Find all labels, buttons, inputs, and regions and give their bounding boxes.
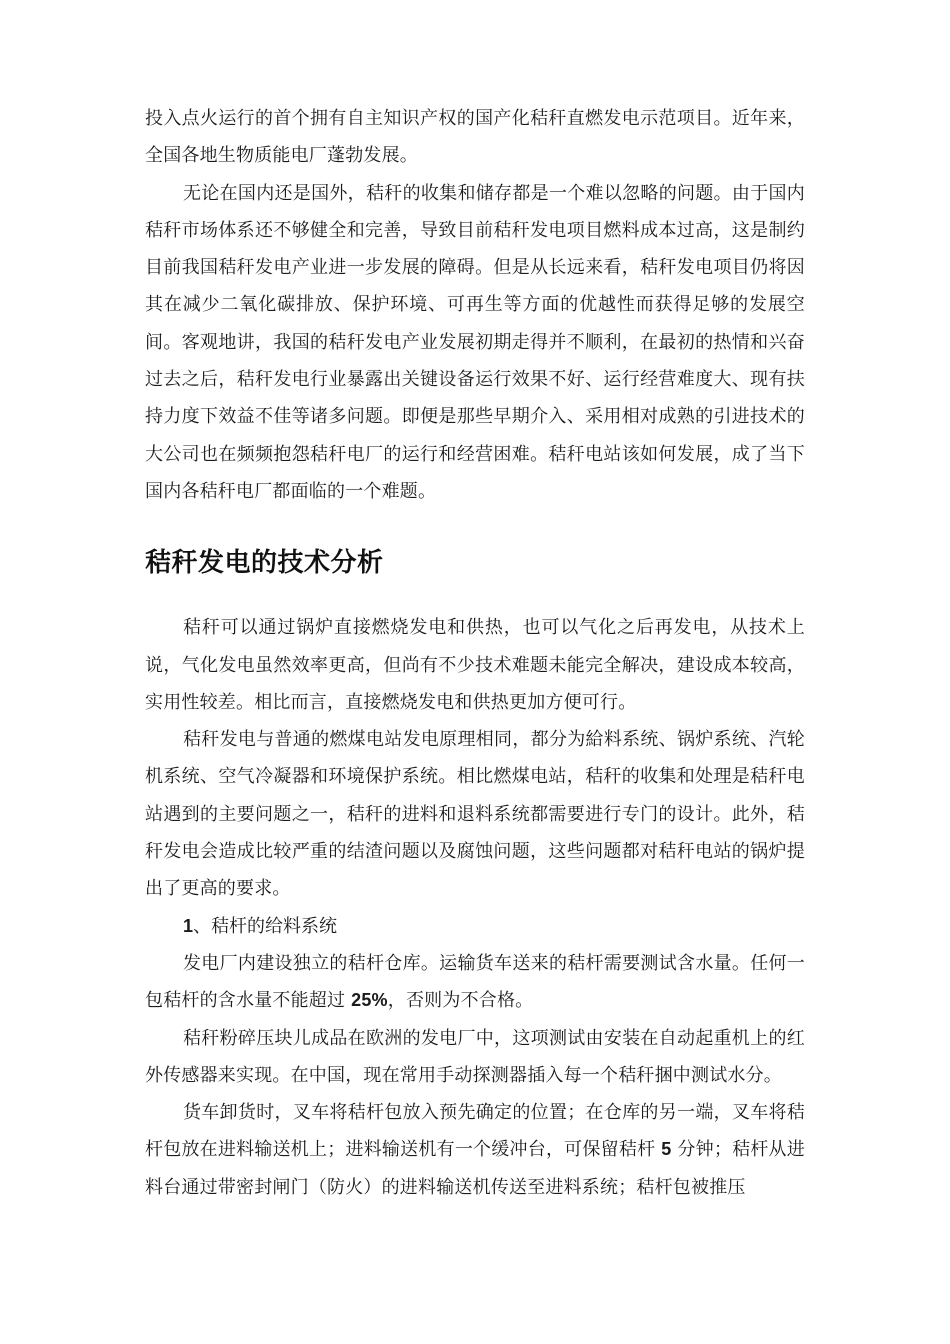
unloading-text-before: 货车卸货时，叉车将秸杆包放入预先确定的位置；在仓库的另一端，叉车将秸杆包放在进料输送机上；进料输送机有一个缓冲台，可保留秸杆 [145, 1102, 805, 1161]
paragraph-straw-collection: 无论在国内还是国外，秸秆的收集和储存都是一个难以忽略的问题。由于国内秸秆市场体系还不够健全和完善，导致目前秸秆发电项目燃料成本过高，这是制约目前我国秸秆发电产业进一步发展的障碍。但是从长远来看，秸秆发电项目仍将因其在减少二氧化碳排放、保护环境、可再生等方面的优越性而获得足够的发展空间。客观地讲，我国的秸秆发电产业发展初期走得并不顺利，在最初的热情和兴奋过去之后，秸秆发电行业暴露出关键设备运行效果不好、运行经营难度大、现有扶持力度下效益不佳等诸多问题。即便是那些早期介入、采用相对成熟的引进技术的大公司也在频频抱怨秸秆电厂的运行和经营困难。秸秆电站该如何发展，成了当下国内各秸秆电厂都面临的一个难题。 [145, 182, 805, 502]
subheading-text: 、秸杆的给料系统 [193, 915, 338, 937]
paragraph-moisture-testing: 秸秆粉碎压块儿成品在欧洲的发电厂中，这项测试由安装在自动起重机上的红外传感器来实现。在中国，现在常用手动探测器插入每一个秸秆捆中测试水分。 [145, 1027, 805, 1086]
subheading-number: 1 [183, 915, 194, 936]
subheading-feed-system [145, 908, 805, 945]
moisture-text-before: 发电厂内建设独立的秸杆仓库。运输货车送来的秸杆需要测试含水量。任何一包秸杆的含水量不能超过 [145, 952, 805, 1012]
paragraph-power-principle: 秸秆发电与普通的燃煤电站发电原理相同，都分为給料系统、锅炉系统、汽轮机系统、空气冷凝器和环境保护系统。相比燃煤电站，秸秆的收集和处理是秸秆电站遇到的主要问题之一，秸秆的进料和退料系统都需要进行专门的设计。此外，秸秆发电会造成比较严重的结渣问题以及腐蚀问题，这些问题都对秸秆电站的锅炉提出了更高的要求。 [145, 729, 805, 900]
paragraph-combustion-vs-gasification: 秸秆可以通过锅炉直接燃烧发电和供热，也可以气化之后再发电，从技术上说，气化发电虽然效率更高，但尚有不少技术难题未能完全解决，建设成本较高，实用性较差。相比而言，直接燃烧发电和供热更加方便可行。 [145, 617, 805, 713]
paragraph-warehouse-moisture [145, 945, 805, 1020]
document-page [145, 100, 805, 1206]
moisture-limit-value: 25% [351, 990, 388, 1011]
unloading-text-after: 分钟；秸杆从进料台通过带密封闸门（防火）的进料输送机传送至进料系统；秸杆包被推压 [145, 1139, 805, 1198]
section-heading: 秸秆发电的技术分析 [145, 548, 384, 579]
buffer-minutes-value: 5 [661, 1139, 672, 1160]
paragraph-unloading-process [145, 1094, 805, 1206]
moisture-text-after: ，否则为不合格。 [387, 990, 534, 1012]
paragraph-intro-continuation: 投入点火运行的首个拥有自主知识产权的国产化秸秆直燃发电示范项目。近年来，全国各地生物质能电厂蓬勃发展。 [145, 108, 805, 167]
